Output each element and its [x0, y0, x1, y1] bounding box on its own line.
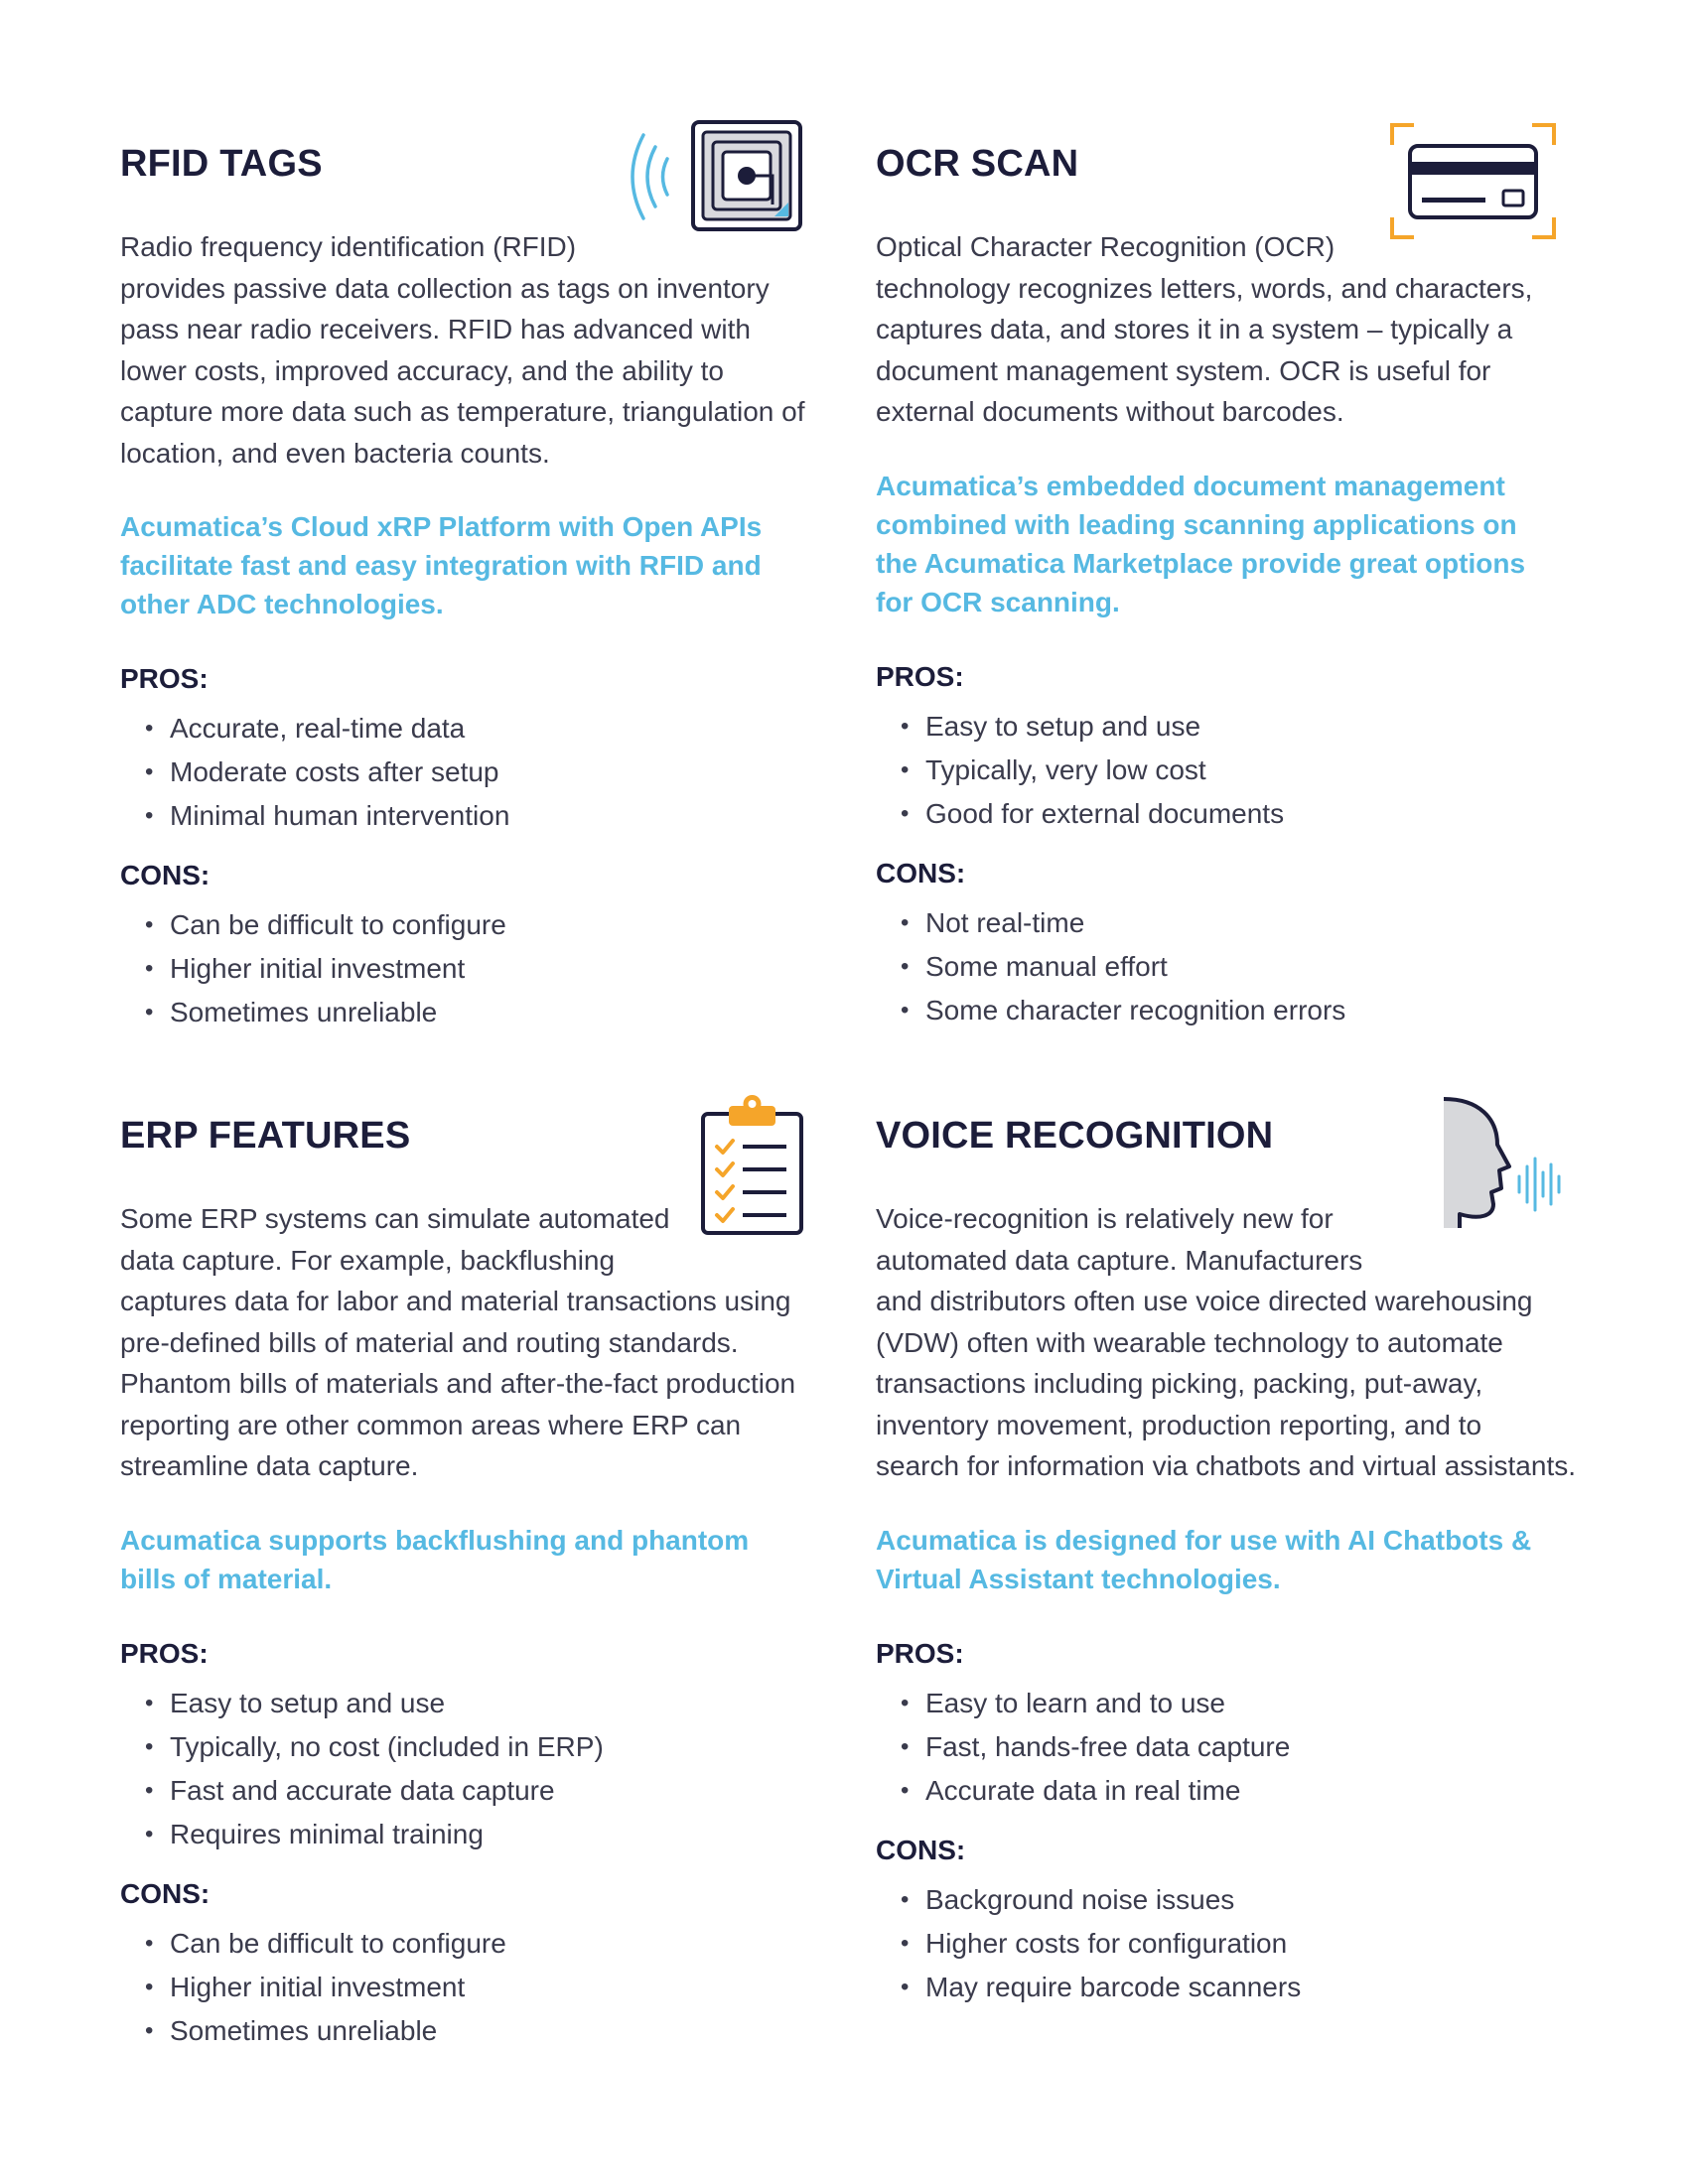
list-item: • Higher costs for configuration — [901, 1922, 1571, 1966]
body-line: external documents without barcodes. — [876, 396, 1344, 427]
list-item: • Some manual effort — [901, 945, 1571, 989]
section-highlight — [876, 467, 1571, 621]
list-item: • Requires minimal training — [145, 1813, 815, 1856]
list-item: • Some character recognition errors — [901, 989, 1571, 1032]
list-item: • Not real-time — [901, 901, 1571, 945]
body-line: provides passive data collection as tags on inventory — [120, 272, 770, 304]
body-line: Phantom bills of materials and after-the-fact production — [120, 1368, 796, 1399]
list-item: • Minimal human intervention — [145, 794, 815, 838]
list-item: • Higher initial investment — [145, 1966, 815, 2009]
list-item: • Easy to setup and use — [145, 1682, 815, 1725]
body-line: captures data for labor and material transactions using — [120, 1286, 791, 1316]
section-title: VOICE RECOGNITION — [876, 1115, 1274, 1157]
highlight-line: Acumatica supports backflushing and phantom — [120, 1524, 750, 1556]
pros-label: PROS: — [876, 660, 964, 692]
list-item: • Can be difficult to configure — [145, 1922, 815, 1966]
highlight-line: facilitate fast and easy integration with RFID and — [120, 550, 762, 581]
body-line: captures data, and stores it in a system – typically a — [876, 314, 1513, 344]
highlight-line: Acumatica’s embedded document management — [876, 470, 1505, 501]
list-item: • Typically, no cost (included in ERP) — [145, 1725, 815, 1769]
section-body — [876, 226, 1571, 433]
cons-list — [876, 1878, 1571, 2009]
pros-label: PROS: — [120, 663, 209, 694]
highlight-line: the Acumatica Marketplace provide great options — [876, 547, 1526, 579]
section-rfid-tags — [120, 119, 815, 1034]
body-line: streamline data capture. — [120, 1450, 419, 1481]
body-line: and distributors often use voice directed warehousing — [876, 1286, 1533, 1316]
body-line: Some ERP systems can simulate automated — [120, 1203, 670, 1234]
pros-list — [876, 1682, 1571, 1813]
cons-list — [120, 903, 815, 1034]
body-line: reporting are other common areas where ERP can — [120, 1409, 742, 1440]
highlight-line: other ADC technologies. — [120, 589, 444, 619]
cons-label: CONS: — [120, 1877, 211, 1909]
card-scan-icon — [1386, 119, 1560, 243]
list-item: • Can be difficult to configure — [145, 903, 815, 947]
body-line: Voice-recognition is relatively new for — [876, 1203, 1334, 1234]
list-item: • Typically, very low cost — [901, 749, 1571, 792]
body-line: pass near radio receivers. RFID has advanced with — [120, 314, 751, 344]
list-item: • Sometimes unreliable — [145, 991, 815, 1034]
section-title: ERP FEATURES — [120, 1115, 411, 1157]
body-line: inventory movement, production reporting, and to — [876, 1409, 1482, 1440]
section-highlight — [120, 1521, 815, 1598]
highlight-line: bills of material. — [120, 1563, 333, 1594]
body-line: capture more data such as temperature, triangulation of — [120, 396, 805, 427]
body-line: pre-defined bills of material and routing standards. — [120, 1326, 739, 1358]
clipboard-checklist-icon — [695, 1092, 809, 1241]
body-line: data capture. For example, backflushing — [120, 1244, 616, 1276]
section-body — [876, 1198, 1577, 1487]
body-line: document management system. OCR is useful for — [876, 354, 1491, 386]
cons-list — [120, 1922, 815, 2053]
list-item: • Accurate, real-time data — [145, 707, 815, 751]
highlight-line: combined with leading scanning applications on — [876, 508, 1517, 540]
list-item: • Higher initial investment — [145, 947, 815, 991]
list-item: • Easy to learn and to use — [901, 1682, 1571, 1725]
highlight-line: for OCR scanning. — [876, 586, 1120, 617]
body-line: Optical Character Recognition (OCR) — [876, 231, 1336, 262]
voice-head-icon — [1440, 1097, 1569, 1231]
section-body — [120, 1198, 815, 1487]
list-item: • Accurate data in real time — [901, 1769, 1571, 1813]
cons-list — [876, 901, 1571, 1032]
list-item: • Good for external documents — [901, 792, 1571, 836]
pros-list — [120, 1682, 815, 1856]
cons-label: CONS: — [876, 857, 966, 888]
pros-list — [876, 705, 1571, 836]
list-item: • Moderate costs after setup — [145, 751, 815, 794]
section-ocr-scan — [876, 119, 1571, 1032]
pros-label: PROS: — [876, 1637, 964, 1669]
highlight-line: Acumatica’s Cloud xRP Platform with Open APIs — [120, 511, 763, 542]
list-item: • May require barcode scanners — [901, 1966, 1571, 2009]
section-body — [120, 226, 815, 474]
rfid-tag-icon — [626, 117, 804, 236]
list-item: • Background noise issues — [901, 1878, 1571, 1922]
body-line: Radio frequency identification (RFID) — [120, 231, 577, 262]
body-line: lower costs, improved accuracy, and the ability to — [120, 354, 724, 386]
section-highlight — [876, 1521, 1571, 1598]
body-line: transactions including picking, packing, put-away, — [876, 1368, 1483, 1399]
body-line: technology recognizes letters, words, and characters, — [876, 272, 1533, 304]
pros-list — [120, 707, 815, 838]
cons-label: CONS: — [120, 860, 211, 890]
list-item: • Easy to setup and use — [901, 705, 1571, 749]
pros-label: PROS: — [120, 1637, 209, 1669]
list-item: • Fast and accurate data capture — [145, 1769, 815, 1813]
section-title: OCR SCAN — [876, 143, 1079, 185]
body-line: (VDW) often with wearable technology to automate — [876, 1326, 1503, 1358]
list-item: • Sometimes unreliable — [145, 2009, 815, 2053]
cons-label: CONS: — [876, 1834, 966, 1865]
body-line: location, and even bacteria counts. — [120, 437, 550, 469]
section-highlight — [120, 507, 815, 623]
body-line: automated data capture. Manufacturers — [876, 1244, 1363, 1276]
highlight-line: Acumatica is designed for use with AI Chatbots & — [876, 1524, 1532, 1556]
section-title: RFID TAGS — [120, 143, 323, 185]
list-item: • Fast, hands-free data capture — [901, 1725, 1571, 1769]
body-line: search for information via chatbots and virtual assistants. — [876, 1450, 1577, 1481]
highlight-line: Virtual Assistant technologies. — [876, 1563, 1281, 1594]
